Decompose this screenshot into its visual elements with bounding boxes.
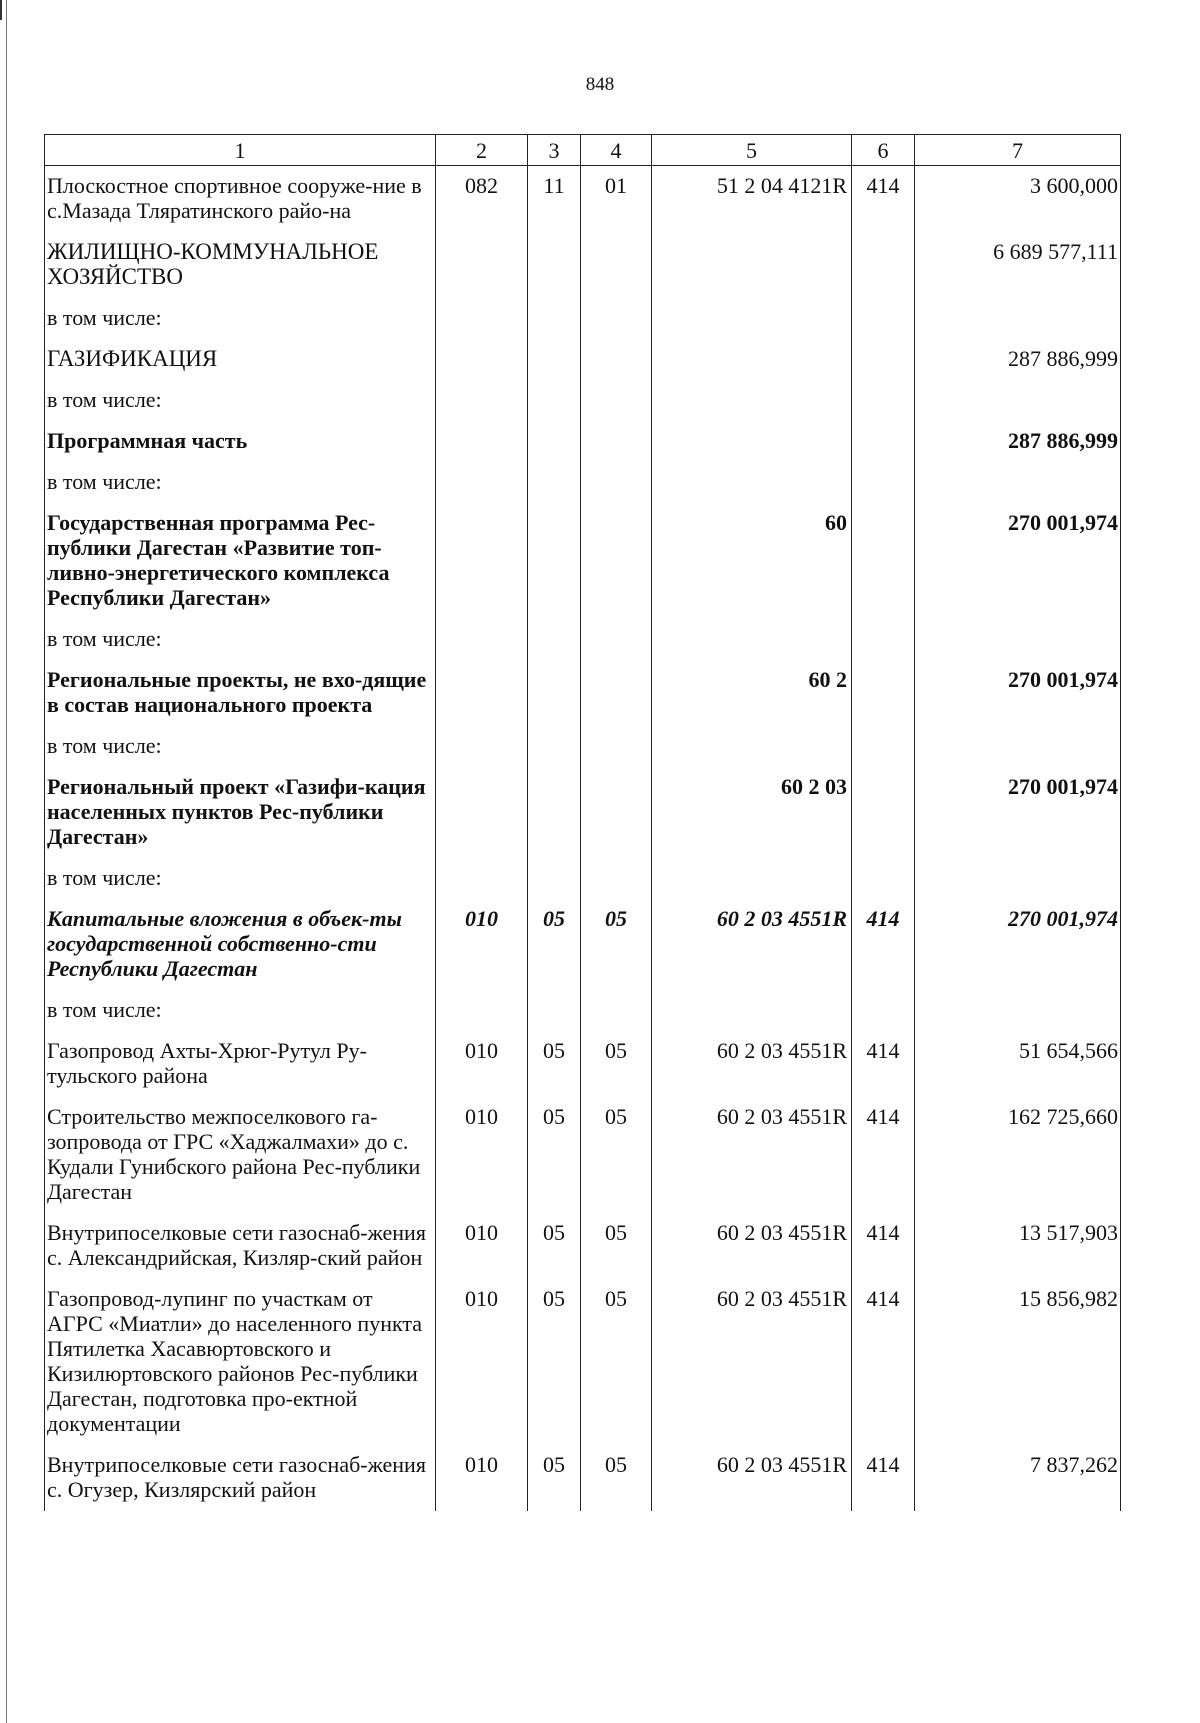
row-name: ГАЗИФИКАЦИЯ [45, 339, 436, 380]
row-code-section [528, 767, 581, 858]
row-code-admin [436, 339, 528, 380]
row-name: Плоскостное спортивное сооруже-ние в с.Мазада Тляратинского райо-на [45, 166, 436, 233]
row-amount [915, 380, 1121, 421]
row-name: в том числе: [45, 462, 436, 503]
row-code-expense-type: 414 [852, 1097, 915, 1213]
row-code-subsection [581, 990, 652, 1031]
table-row [45, 298, 1121, 339]
table-row [45, 339, 1121, 380]
row-amount: 162 725,660 [915, 1097, 1121, 1213]
row-code-expense-type: 414 [852, 1213, 915, 1279]
row-code-expense-type [852, 767, 915, 858]
row-name: в том числе: [45, 298, 436, 339]
row-code-admin [436, 858, 528, 899]
row-code-target [652, 990, 852, 1031]
row-code-admin [436, 660, 528, 726]
row-amount: 13 517,903 [915, 1213, 1121, 1279]
row-code-expense-type [852, 462, 915, 503]
row-code-target: 51 2 04 4121R [652, 166, 852, 233]
row-code-subsection: 05 [581, 1031, 652, 1097]
row-code-target [652, 232, 852, 298]
row-amount: 270 001,974 [915, 503, 1121, 619]
row-code-target: 60 2 03 4551R [652, 1031, 852, 1097]
row-name: в том числе: [45, 858, 436, 899]
row-code-subsection [581, 858, 652, 899]
budget-table [44, 134, 1121, 1511]
row-code-admin [436, 503, 528, 619]
row-code-expense-type [852, 298, 915, 339]
row-code-admin: 010 [436, 1279, 528, 1445]
row-name: Внутрипоселковые сети газоснаб-жения с. Александрийская, Кизляр-ский район [45, 1213, 436, 1279]
row-code-target [652, 380, 852, 421]
row-code-target [652, 421, 852, 462]
row-code-target: 60 2 03 4551R [652, 1213, 852, 1279]
row-code-subsection: 05 [581, 1279, 652, 1445]
row-code-admin [436, 462, 528, 503]
row-code-section [528, 858, 581, 899]
row-amount: 270 001,974 [915, 660, 1121, 726]
row-code-section: 11 [528, 166, 581, 233]
row-code-section [528, 660, 581, 726]
row-name: Региональный проект «Газифи-кация населенных пунктов Рес-публики Дагестан» [45, 767, 436, 858]
row-code-expense-type [852, 858, 915, 899]
row-code-section [528, 421, 581, 462]
table-header [45, 135, 1121, 166]
row-amount: 15 856,982 [915, 1279, 1121, 1445]
row-code-target [652, 858, 852, 899]
row-name: Строительство межпоселкового га-зопровода от ГРС «Хаджалмахи» до с. Кудали Гунибского района Рес-публики Дагестан [45, 1097, 436, 1213]
row-amount: 270 001,974 [915, 767, 1121, 858]
row-code-subsection [581, 726, 652, 767]
row-code-subsection [581, 503, 652, 619]
row-name: в том числе: [45, 990, 436, 1031]
table-row [45, 166, 1121, 233]
row-code-section [528, 726, 581, 767]
col-header-6: 6 [852, 135, 915, 166]
scan-edge-mark [0, 0, 2, 20]
row-code-section: 05 [528, 1445, 581, 1511]
row-code-target: 60 [652, 503, 852, 619]
row-code-expense-type: 414 [852, 166, 915, 233]
row-code-admin [436, 990, 528, 1031]
row-code-section: 05 [528, 1279, 581, 1445]
row-name: Газопровод Ахты-Хрюг-Рутул Ру-тульского района [45, 1031, 436, 1097]
row-code-target: 60 2 03 4551R [652, 899, 852, 990]
row-code-subsection: 05 [581, 1445, 652, 1511]
table-row [45, 232, 1121, 298]
row-code-subsection [581, 380, 652, 421]
row-code-section: 05 [528, 899, 581, 990]
table-row [45, 619, 1121, 660]
row-code-admin [436, 619, 528, 660]
row-amount: 270 001,974 [915, 899, 1121, 990]
col-header-2: 2 [436, 135, 528, 166]
row-name: в том числе: [45, 619, 436, 660]
row-code-target [652, 339, 852, 380]
row-code-subsection [581, 421, 652, 462]
row-code-section [528, 298, 581, 339]
row-code-target [652, 619, 852, 660]
row-name: Региональные проекты, не вхо-дящие в состав национального проекта [45, 660, 436, 726]
table-row [45, 1213, 1121, 1279]
row-amount [915, 726, 1121, 767]
row-code-expense-type [852, 726, 915, 767]
row-code-section [528, 619, 581, 660]
row-code-expense-type: 414 [852, 1279, 915, 1445]
row-code-section [528, 232, 581, 298]
row-code-admin: 010 [436, 1213, 528, 1279]
row-code-admin: 010 [436, 1097, 528, 1213]
row-amount [915, 298, 1121, 339]
row-code-subsection [581, 232, 652, 298]
row-name: Программная часть [45, 421, 436, 462]
row-code-admin [436, 726, 528, 767]
table-row [45, 858, 1121, 899]
row-code-admin [436, 232, 528, 298]
row-code-section [528, 380, 581, 421]
table-row [45, 660, 1121, 726]
row-code-expense-type [852, 339, 915, 380]
row-amount: 3 600,000 [915, 166, 1121, 233]
row-code-target: 60 2 03 4551R [652, 1279, 852, 1445]
row-name: в том числе: [45, 380, 436, 421]
col-header-5: 5 [652, 135, 852, 166]
row-code-expense-type [852, 421, 915, 462]
table-body [45, 166, 1121, 1512]
table-row [45, 503, 1121, 619]
row-code-section [528, 503, 581, 619]
table-row [45, 421, 1121, 462]
row-amount: 7 837,262 [915, 1445, 1121, 1511]
row-code-admin [436, 298, 528, 339]
row-code-section: 05 [528, 1213, 581, 1279]
row-code-target: 60 2 03 4551R [652, 1445, 852, 1511]
row-code-section [528, 339, 581, 380]
row-code-admin: 010 [436, 1445, 528, 1511]
row-code-target: 60 2 03 4551R [652, 1097, 852, 1213]
table-row [45, 726, 1121, 767]
row-amount [915, 858, 1121, 899]
row-amount: 287 886,999 [915, 339, 1121, 380]
col-header-4: 4 [581, 135, 652, 166]
row-code-subsection [581, 660, 652, 726]
row-code-target [652, 298, 852, 339]
row-code-expense-type: 414 [852, 1445, 915, 1511]
row-code-admin: 010 [436, 1031, 528, 1097]
row-name: в том числе: [45, 726, 436, 767]
row-code-subsection [581, 462, 652, 503]
row-amount: 287 886,999 [915, 421, 1121, 462]
scan-edge-line [6, 0, 7, 1723]
row-code-admin: 082 [436, 166, 528, 233]
row-code-target [652, 726, 852, 767]
table-row [45, 1097, 1121, 1213]
row-code-admin [436, 421, 528, 462]
row-amount [915, 462, 1121, 503]
row-code-admin [436, 767, 528, 858]
row-code-subsection [581, 619, 652, 660]
row-code-subsection [581, 298, 652, 339]
row-code-admin: 010 [436, 899, 528, 990]
row-amount [915, 619, 1121, 660]
row-code-expense-type [852, 990, 915, 1031]
row-code-target [652, 462, 852, 503]
row-name: Газопровод-лупинг по участкам от АГРС «Миатли» до населенного пункта Пятилетка Хасавюртовского и Кизилюртовского районов Рес-публики Дагестан, подготовка про-ектной документации [45, 1279, 436, 1445]
row-code-expense-type: 414 [852, 1031, 915, 1097]
row-code-expense-type [852, 660, 915, 726]
row-code-target: 60 2 03 [652, 767, 852, 858]
row-code-subsection: 05 [581, 899, 652, 990]
table-row [45, 990, 1121, 1031]
row-code-expense-type [852, 503, 915, 619]
table-row [45, 1031, 1121, 1097]
row-code-section [528, 990, 581, 1031]
table-row [45, 767, 1121, 858]
row-code-subsection: 05 [581, 1097, 652, 1213]
col-header-3: 3 [528, 135, 581, 166]
row-code-section: 05 [528, 1031, 581, 1097]
row-name: ЖИЛИЩНО-КОММУНАЛЬНОЕ ХОЗЯЙСТВО [45, 232, 436, 298]
row-code-expense-type [852, 232, 915, 298]
row-name: Внутрипоселковые сети газоснаб-жения с. Огузер, Кизлярский район [45, 1445, 436, 1511]
col-header-1: 1 [45, 135, 436, 166]
row-name: Государственная программа Рес-публики Дагестан «Развитие топ-ливно-энергетического комплекса Республики Дагестан» [45, 503, 436, 619]
row-name: Капитальные вложения в объек-ты государственной собственно-сти Республики Дагестан [45, 899, 436, 990]
row-code-subsection [581, 339, 652, 380]
table-row [45, 1445, 1121, 1511]
row-code-expense-type [852, 380, 915, 421]
row-amount [915, 990, 1121, 1031]
row-code-admin [436, 380, 528, 421]
row-amount: 51 654,566 [915, 1031, 1121, 1097]
table-row [45, 380, 1121, 421]
table-row [45, 899, 1121, 990]
row-code-section [528, 462, 581, 503]
row-code-expense-type [852, 619, 915, 660]
table-row [45, 462, 1121, 503]
row-amount: 6 689 577,111 [915, 232, 1121, 298]
row-code-section: 05 [528, 1097, 581, 1213]
row-code-subsection [581, 767, 652, 858]
row-code-subsection: 05 [581, 1213, 652, 1279]
row-code-subsection: 01 [581, 166, 652, 233]
col-header-7: 7 [915, 135, 1121, 166]
table-row [45, 1279, 1121, 1445]
row-code-target: 60 2 [652, 660, 852, 726]
header-row [45, 135, 1121, 166]
page-number: 848 [585, 74, 615, 95]
row-code-expense-type: 414 [852, 899, 915, 990]
